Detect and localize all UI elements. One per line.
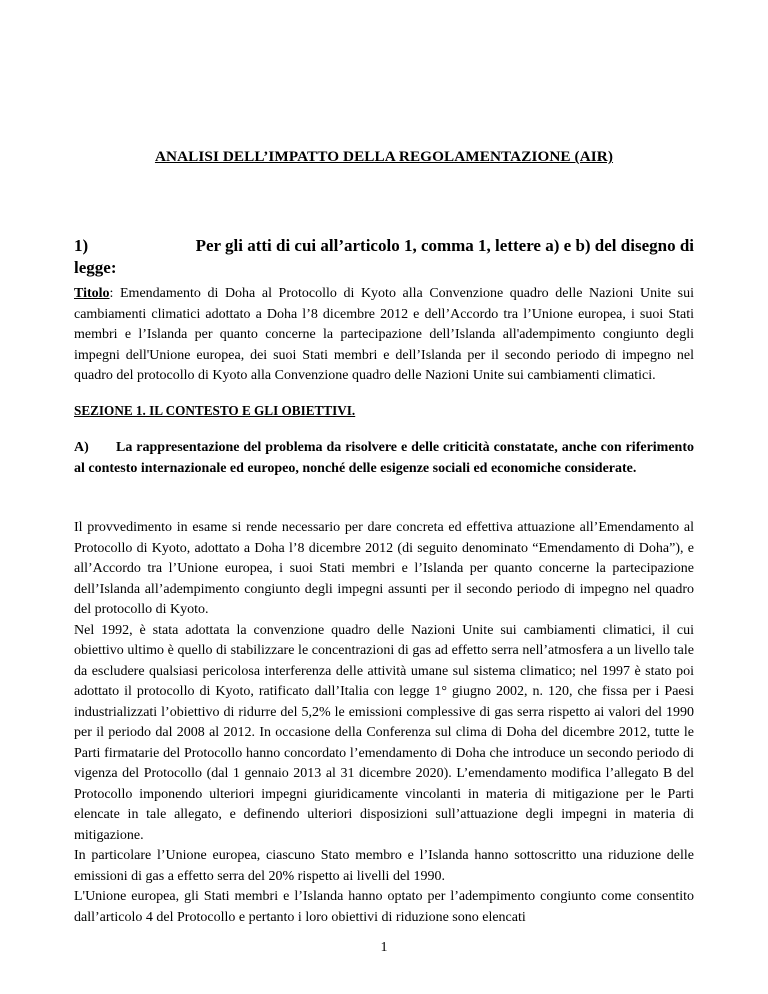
- page-number: 1: [380, 940, 388, 955]
- subheading-text: La rappresentazione del problema da risolvere e delle criticità constatate, anche con riferimento al contesto internazionale ed europeo, nonché delle esigenze sociali ed economiche considerate.: [74, 440, 694, 476]
- heading-number: 1): [74, 236, 89, 255]
- heading-text-line-1: Per gli atti di cui all’articolo 1, comma 1, lettere a) e b) del disegno di: [195, 236, 694, 255]
- heading-text-line-2: legge:: [74, 258, 117, 277]
- title-text: : Emendamento di Doha al Protocollo di Kyoto alla Convenzione quadro delle Nazioni Unite sui cambiamenti climatici adottato a Doha l’8 dicembre 2012 e dell’Accordo tra l’Unione europea, i suoi Stati membri e l’Islanda per quanto concerne la partecipazione dell’Islanda all'adempimento congiunto degli impegni dell'Unione europea, dei suoi Stati membri e dell’Islanda per il secondo periodo di impegno nel quadro del protocollo di Kyoto alla Convenzione quadro delle Nazioni Unite sui cambiamenti climatici.: [74, 286, 694, 383]
- body-paragraphs: [74, 518, 694, 928]
- subheading-a: [74, 438, 694, 479]
- title-paragraph: [74, 284, 694, 387]
- section-title: SEZIONE 1. IL CONTESTO E GLI OBIETTIVI.: [74, 403, 356, 418]
- paragraph: Nel 1992, è stata adottata la convenzione quadro delle Nazioni Unite sui cambiamenti climatici, il cui obiettivo ultimo è quello di stabilizzare le concentrazioni di gas ad effetto serra nell’atmosfera a un livello tale da escludere qualsiasi pericolosa interferenza delle attività umane sul sistema climatico; nel 1997 è stato poi adottato il protocollo di Kyoto, ratificato dall’Italia con legge 1° giugno 2002, n. 120, che fissa per i Paesi industrializzati l’obiettivo di ridurre del 5,2% le emissioni complessive di gas serra rispetto ai valori del 1990 per il periodo dal 2008 al 2012. In occasione della Conferenza sul clima di Doha del dicembre 2012, tutte le Parti firmatarie del Protocollo hanno concordato l’emendamento di Doha che introduce un secondo periodo di vigenza del Protocollo (dal 1 gennaio 2013 al 31 dicembre 2020). L’emendamento modifica l’allegato B del Protocollo imponendo ulteriori impegni giuridicamente vincolanti in materia di mitigazione per le Parti elencate in tale allegato, e definendo ulteriori disposizioni sull’attuazione degli impegni in materia di mitigazione.: [74, 622, 694, 843]
- paragraph: L'Unione europea, gli Stati membri e l’Islanda hanno optato per l’adempimento congiunto come consentito dall’articolo 4 del Protocollo e pertanto i loro obiettivi di riduzione sono elencati: [74, 889, 694, 925]
- section-heading-1: [74, 235, 694, 279]
- title-label: Titolo: [74, 286, 110, 301]
- paragraph: Il provvedimento in esame si rende necessario per dare concreta ed effettiva attuazione all’Emendamento al Protocollo di Kyoto, adottato a Doha l’8 dicembre 2012 (di seguito denominato “Emendamento di Doha”), e all’Accordo tra l’Unione europea, i suoi Stati membri e l’Islanda per quanto concerne la partecipazione dell’Islanda all’adempimento congiunto degli impegni assunti per il secondo periodo di impegno nel quadro del protocollo di Kyoto.: [74, 520, 694, 617]
- subheading-letter: A): [74, 440, 89, 455]
- heading-line-1: [74, 235, 694, 257]
- document-title: ANALISI DELL’IMPATTO DELLA REGOLAMENTAZIONE (AIR): [154, 148, 614, 165]
- paragraph: In particolare l’Unione europea, ciascuno Stato membro e l’Islanda hanno sottoscritto una riduzione delle emissioni di gas a effetto serra del 20% rispetto ai livelli del 1990.: [74, 848, 694, 884]
